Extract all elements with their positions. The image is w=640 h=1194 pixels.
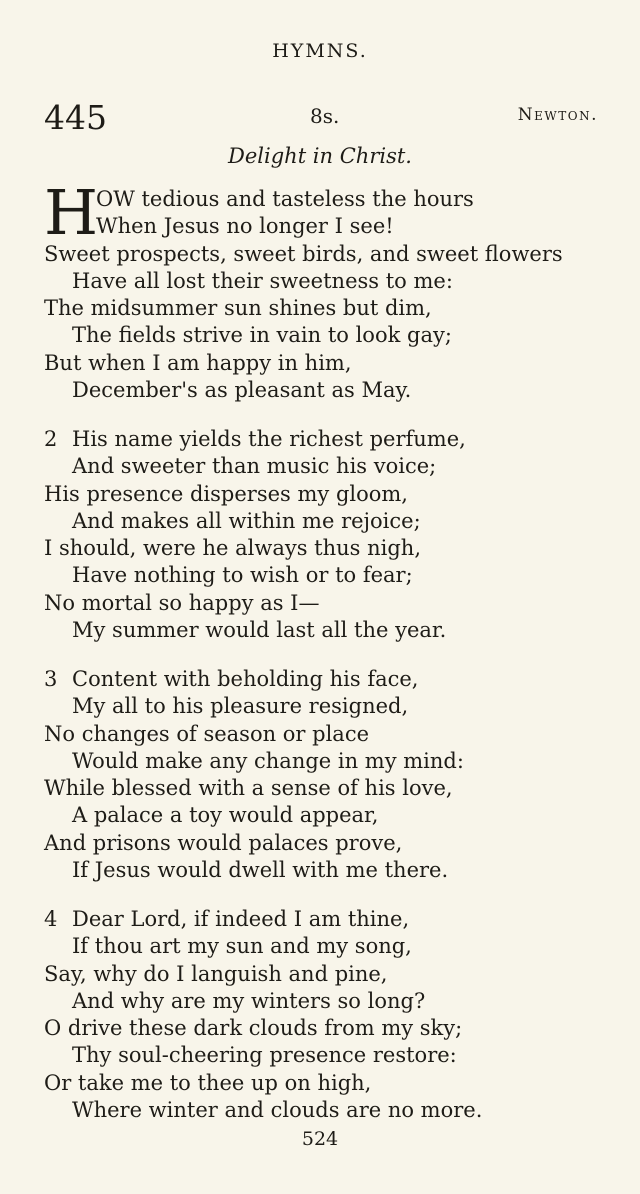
verse-line: Have all lost their sweetness to me: (72, 268, 453, 293)
verse-line: December's as pleasant as May. (72, 378, 412, 403)
verse-line: No mortal so happy as I— (44, 590, 320, 615)
page-number: 524 (301, 1128, 339, 1150)
drop-cap-letter: H (44, 176, 99, 249)
verse-line (44, 906, 614, 933)
verse-line: Where winter and clouds are no more. (72, 1098, 483, 1123)
hymn-title: Delight in Christ. (228, 144, 412, 168)
verse-line-text: Dear Lord, if indeed I am thine, (72, 907, 410, 931)
verse-line: A palace a toy would appear, (72, 803, 379, 828)
verse-line: OW tedious and tasteless the hours (96, 187, 474, 211)
verse-line: Have nothing to wish or to fear; (72, 563, 413, 588)
verse-line: When Jesus no longer I see! (96, 214, 394, 239)
verse-line-text: His name yields the richest perfume, (72, 427, 466, 451)
stanza-number: 4 (44, 907, 58, 931)
verse-line: While blessed with a sense of his love, (44, 776, 453, 801)
verse-line: His presence disperses my gloom, (44, 481, 408, 506)
hymn-number: 445 (44, 98, 107, 137)
verse-line: Thy soul-cheering presence restore: (72, 1043, 457, 1068)
stanza-number: 2 (44, 427, 58, 451)
verse-line: Say, why do I languish and pine, (44, 961, 388, 986)
stanza-number: 3 (44, 667, 58, 691)
verse-line: And why are my winters so long? (72, 988, 426, 1013)
verse-line: I should, were he always thus nigh, (44, 536, 421, 561)
hymn-tune-name: Newton. (517, 105, 598, 125)
stanza-1 (44, 186, 614, 404)
verse-line (44, 426, 614, 453)
verse-line: And prisons would palaces prove, (44, 830, 403, 855)
verse-line: And sweeter than music his voice; (72, 454, 437, 479)
verse-line: No changes of season or place (44, 721, 370, 746)
stanza-4 (44, 906, 614, 1124)
verse-line: Or take me to thee up on high, (44, 1070, 372, 1095)
hymn-meter: 8s. (310, 104, 340, 128)
verse-line: But when I am happy in him, (44, 350, 352, 375)
verse-line: If Jesus would dwell with me there. (72, 858, 449, 883)
stanza-2 (44, 426, 614, 644)
verse-line (44, 666, 614, 693)
verse-line: My all to his pleasure resigned, (72, 694, 409, 719)
stanza-3 (44, 666, 614, 884)
verse-line: The fields strive in vain to look gay; (72, 323, 452, 348)
running-header: HYMNS. (272, 40, 368, 62)
verse-line: Would make any change in my mind: (72, 748, 464, 773)
verse-line: O drive these dark clouds from my sky; (44, 1016, 463, 1041)
verse-line: Sweet prospects, sweet birds, and sweet flowers (44, 241, 563, 266)
verse-line: And makes all within me rejoice; (72, 508, 421, 533)
verse-line-text: Content with beholding his face, (72, 667, 419, 691)
verse-line: My summer would last all the year. (72, 618, 447, 643)
verse-line: The midsummer sun shines but dim, (44, 296, 432, 321)
verse-line: If thou art my sun and my song, (72, 934, 412, 959)
